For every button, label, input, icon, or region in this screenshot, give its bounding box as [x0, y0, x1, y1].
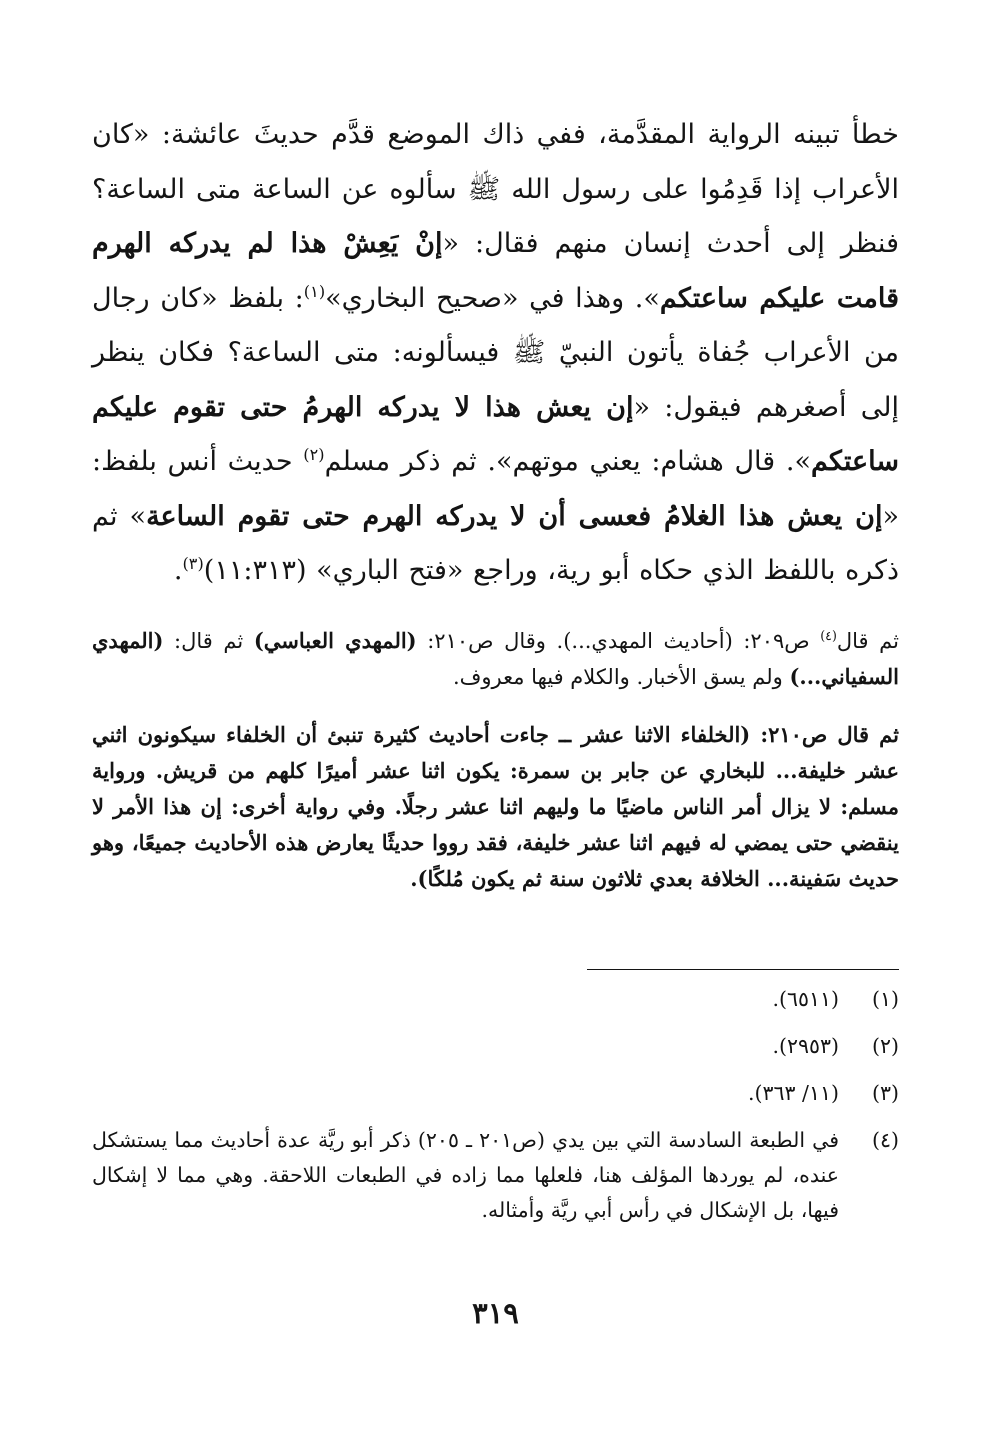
footnote-number: (٢) [871, 1033, 899, 1058]
para-bold-segment: (المهدي السفياني...) [92, 627, 899, 689]
main-text-segment: » ثم ذكره باللفظ الذي حكاه أبو رية، وراجع «فتح الباري» (١١:٣١٣) [92, 500, 899, 586]
footnote-ref-2: (٢) [303, 445, 325, 464]
main-paragraph [92, 108, 899, 599]
hadith-quote-bold: إنْ يَعِشْ هذا لم يدركه الهرم قامت عليكم ساعتكم [92, 228, 899, 314]
page-number: ٣١٩ [472, 1296, 519, 1330]
footnote-separator [587, 969, 899, 970]
footnote-item [92, 1123, 899, 1228]
footnote-text: في الطبعة السادسة التي بين يدي (ص٢٠١ ـ ٢٠٥) ذكر أبو ريَّة عدة أحاديث مما يستشكل عنده، لم يوردها المؤلف هنا، فلعلها مما زاده في الطبعات اللاحقة. وهي مما لا إشكال فيها، بل الإشكال في رأس أبي ريَّة وأمثاله. [92, 1127, 840, 1222]
main-text-segment: ». قال هشام: يعني موتهم». ثم ذكر مسلم [324, 446, 811, 477]
footnote-item [92, 1029, 899, 1064]
para-bold-segment: (المهدي العباسي) [253, 627, 417, 653]
main-text-segment: . [173, 555, 183, 586]
main-text-segment: : بلفظ «كان رجال من الأعراب جُفاة يأتون النبيّ ﷺ فيسألونه: متى الساعة؟ فكان ينظر إلى أصغرهم فيقول: « [92, 282, 900, 423]
quote-paragraph-caliphs [92, 717, 899, 897]
footnote-number: (١) [871, 986, 899, 1011]
footnote-text: (٢٩٥٣). [772, 1033, 839, 1058]
footnote-ref-1: (١) [303, 281, 326, 301]
footnote-number: (٣) [871, 1080, 899, 1105]
footnote-item [92, 982, 899, 1017]
quote-paragraph-mahdi [92, 623, 899, 695]
footnotes [92, 982, 899, 1228]
hadith-quote-bold: إن يعش هذا لا يدركه الهرمُ حتى تقوم عليكم ساعتكم [92, 391, 899, 477]
footnote-ref-4: (٤) [820, 627, 837, 643]
footnote-item [92, 1076, 899, 1111]
para-text-segment: ثم قال [836, 628, 899, 653]
footnote-text: (١١/ ٣٦٣). [747, 1080, 839, 1105]
footnote-number: (٤) [871, 1127, 899, 1152]
para-bold-segment: ثم قال ص٢١٠: (الخلفاء الاثنا عشر ــ جاءت أحاديث كثيرة تنبئ أن الخلفاء سيكونون اثني عشر خليفة... للبخاري عن جابر بن سمرة: يكون اثنا عشر أميرًا كلهم من قريش. ورواية مسلم: لا يزال أمر الناس ماضيًا ما وليهم اثنا عشر رجلًا. وفي رواية أخرى: إن هذا الأمر لا ينقضي حتى يمضي له فيهم اثنا عشر خليفة، فقد رووا حديثًا يعارض هذه الأحاديث جميعًا، وهو حديث سَفينة... الخلافة بعدي ثلاثون سنة ثم يكون مُلكًا). [92, 721, 899, 891]
para-text-segment: ص٢٠٩: (أحاديث المهدي...). وقال ص٢١٠: [416, 628, 821, 653]
main-text-segment: ». وهذا في «صحيح البخاري» [325, 282, 660, 314]
para-text-segment: ثم قال: [163, 628, 254, 653]
hadith-quote-bold: إن يعش هذا الغلامُ فعسى أن لا يدركه الهرم حتى تقوم الساعة [146, 500, 883, 532]
para-text-segment: ولم يسق الأخبار. والكلام فيها معروف. [452, 664, 790, 689]
main-text-segment: خطأ تبينه الرواية المقدَّمة، ففي ذاك الموضع قدَّم حديثَ عائشة: «كان الأعراب إذا قَدِمُوا على رسول الله ﷺ سألوه عن الساعة متى الساعة؟ فنظر إلى أحدث إنسان منهم فقال: « [92, 119, 899, 259]
footnote-text: (٦٥١١). [772, 986, 839, 1011]
footnote-ref-3: (٣) [182, 554, 204, 573]
main-text-segment: حديث أنس بلفظ: « [92, 446, 899, 532]
